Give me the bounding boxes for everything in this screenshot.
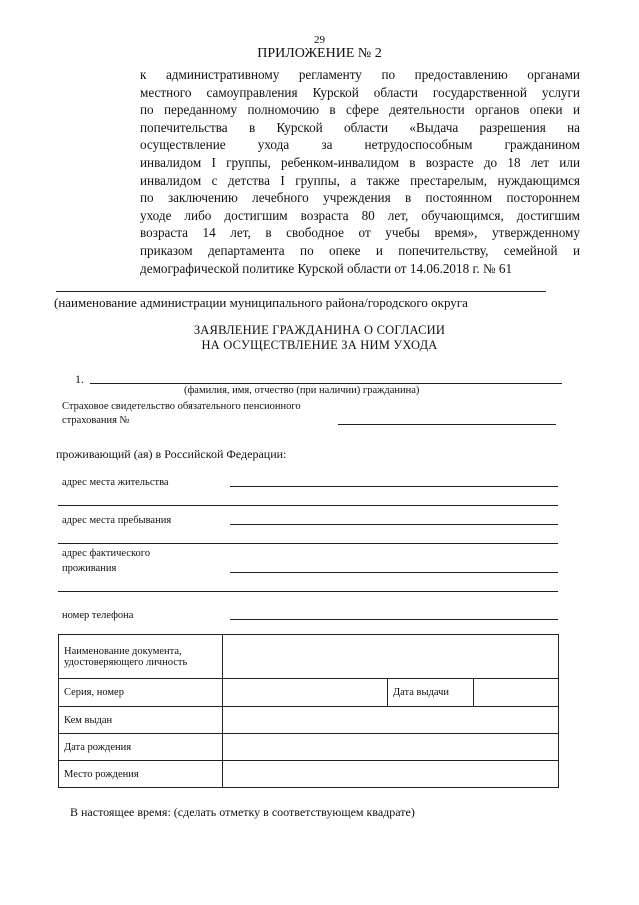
address-residence-field-2[interactable] <box>58 505 558 506</box>
citizen-name-field[interactable] <box>90 383 562 384</box>
issued-by-label: Кем выдан <box>59 707 223 734</box>
snils-field[interactable] <box>338 424 556 425</box>
regulation-line: по заключению лечебного учреждения в постоянном постороннем <box>140 190 580 206</box>
birth-place-field[interactable] <box>223 761 559 788</box>
phone-label: номер телефона <box>62 610 134 621</box>
address-residence-field[interactable] <box>230 486 558 487</box>
regulation-line: возраста 14 лет, в свободное от учебы время», утвержденному <box>140 225 580 241</box>
current-time-label: В настоящее время: (сделать отметку в соответствующем квадрате) <box>70 805 415 819</box>
issued-by-field[interactable] <box>223 707 559 734</box>
statement-title-line2: НА ОСУЩЕСТВЛЕНИЕ ЗА НИМ УХОДА <box>201 338 438 352</box>
table-row <box>59 734 559 761</box>
snils-label-line2: страхования № <box>62 415 130 426</box>
regulation-line: приказом департамента по опеке и попечительству, семейной и <box>140 242 580 258</box>
regulation-line: попечительства в Курской области «Выдача разрешения на <box>140 119 580 135</box>
regulation-line: демографической политике Курской области от 14.06.2018 г. № 61 <box>140 260 513 276</box>
regulation-line: инвалидом I группы, ребенком-инвалидом в возрасте до 18 лет или <box>140 154 580 170</box>
regulation-line: уходе либо достигшим возраста 80 лет, обучающимся, достигшим <box>140 207 580 223</box>
residing-label: проживающий (ая) в Российской Федерации: <box>56 447 287 461</box>
regulation-line: по переданному полномочию в сфере деятельности органов опеки и <box>140 102 580 118</box>
issue-date-field[interactable] <box>474 679 559 707</box>
admin-name-line <box>56 291 546 292</box>
address-stay-field[interactable] <box>230 524 558 525</box>
address-actual-field[interactable] <box>230 572 558 573</box>
doc-name-label-line1: Наименование документа, <box>64 645 182 657</box>
table-row <box>59 679 559 707</box>
doc-name-field[interactable] <box>223 635 559 679</box>
regulation-line: осуществление ухода за нетрудоспособным гражданином <box>140 137 580 153</box>
address-stay-field-2[interactable] <box>58 543 558 544</box>
regulation-text <box>140 66 580 277</box>
birth-date-label: Дата рождения <box>59 734 223 761</box>
statement-title-line1: ЗАЯВЛЕНИЕ ГРАЖДАНИНА О СОГЛАСИИ <box>193 323 446 337</box>
citizen-name-caption: (фамилия, имя, отчество (при наличии) гражданина) <box>184 385 420 396</box>
admin-name-caption: (наименование администрации муниципального района/городского округа <box>54 295 468 310</box>
table-row <box>59 635 559 679</box>
birth-place-label: Место рождения <box>59 761 223 788</box>
item1-number: 1. <box>75 372 84 386</box>
snils-label-line1: Страховое свидетельство обязательного пенсионного <box>62 401 301 412</box>
phone-field[interactable] <box>230 619 558 620</box>
regulation-line: инвалидом с детства I группы, а также престарелым, нуждающимся <box>140 172 580 188</box>
doc-name-label-line2: удостоверяющего личность <box>64 656 188 668</box>
appendix-title: ПРИЛОЖЕНИЕ № 2 <box>257 46 382 61</box>
doc-name-label-cell <box>59 635 223 679</box>
issue-date-label: Дата выдачи <box>388 679 474 707</box>
address-actual-field-2[interactable] <box>58 591 558 592</box>
address-actual-label-line2: проживания <box>62 563 117 574</box>
address-residence-label: адрес места жительства <box>62 477 169 488</box>
address-actual-label-line1: адрес фактического <box>62 548 151 559</box>
identity-document-table <box>58 634 559 788</box>
page-number: 29 <box>314 34 325 46</box>
table-row <box>59 761 559 788</box>
table-row <box>59 707 559 734</box>
address-stay-label: адрес места пребывания <box>62 515 172 526</box>
regulation-line: к административному регламенту по предоставлению органами <box>140 67 580 82</box>
series-number-field[interactable] <box>223 679 388 707</box>
regulation-line: местного самоуправления Курской области государственной услуги <box>140 84 580 100</box>
series-number-label: Серия, номер <box>59 679 223 707</box>
birth-date-field[interactable] <box>223 734 559 761</box>
